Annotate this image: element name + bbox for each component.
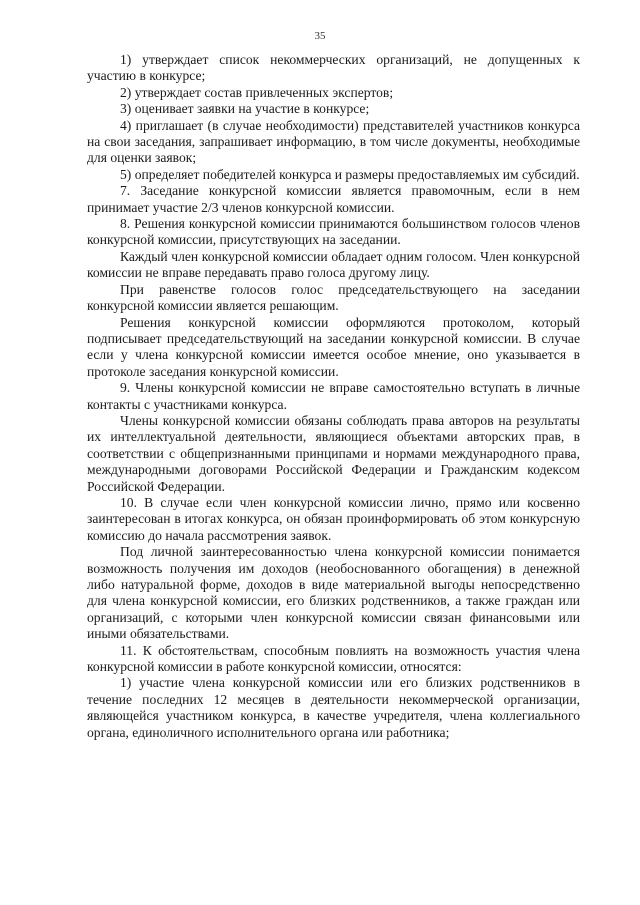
paragraph-circumstance-1: 1) участие члена конкурсной комиссии или его близких родственников в течение последних 12 месяцев в деятельности некоммерческой организации, являющейся участником конкурса, в качестве учредителя, члена коллегиального органа, единоличного исполнительного органа или работника; <box>87 675 580 740</box>
paragraph-determine-winners: 5) определяет победителей конкурса и размеры предоставляемых им субсидий. <box>120 166 580 182</box>
paragraph-quorum: 7. Заседание конкурсной комиссии является правомочным, если в нем принимает участие 2/3 членов конкурсной комиссии. <box>87 183 580 215</box>
paragraph-approve-excluded-list: 1) утверждает список некоммерческих организаций, не допущенных к участию в конкурсе; <box>87 52 580 84</box>
page-number: 35 <box>314 30 326 42</box>
paragraph-no-contacts: 9. Члены конкурсной комиссии не вправе самостоятельно вступать в личные контакты с участниками конкурса. <box>87 380 580 412</box>
document-body <box>87 52 580 741</box>
paragraph-circumstances-intro: 11. К обстоятельствам, способным повлиять на возможность участия члена конкурсной комиссии в работе конкурсной комиссии, относятся: <box>87 642 580 675</box>
paragraph-approve-experts: 2) утверждает состав привлеченных экспертов; <box>120 84 394 100</box>
paragraph-invite-representatives: 4) приглашает (в случае необходимости) представителей участников конкурса на свои заседания, запрашивает информацию, в том числе документы, необходимые для оценки заявок; <box>87 117 580 166</box>
paragraph-personal-interest-definition: Под личной заинтересованностью члена конкурсной комиссии понимается возможность получения им доходов (необоснованного обогащения) в денежной либо натуральной форме, доходов в виде материальной выгоды непосредственно для члена конкурсной комиссии, его близких родственников, а также граждан или организаций, с которыми член конкурсной комиссии связан финансовыми или иными обязательствами. <box>87 544 580 642</box>
paragraph-protocol: Решения конкурсной комиссии оформляются протоколом, который подписывает председательствующий на заседании конкурсной комиссии. В случае если у члена конкурсной комиссии имеется особое мнение, оно указывается в протоколе заседания конкурсной комиссии. <box>87 314 580 379</box>
paragraph-author-rights: Члены конкурсной комиссии обязаны соблюдать права авторов на результаты их интеллектуальной деятельности, являющиеся объектами авторских прав, в соответствии с общепризнанными принципами и нормами международного права, международными договорами Российской Федерации и Гражданским кодексом Российской Федерации. <box>87 412 580 494</box>
paragraph-conflict-of-interest: 10. В случае если член конкурсной комиссии лично, прямо или косвенно заинтересован в итогах конкурса, он обязан проинформировать об этом конкурсную комиссию до начала рассмотрения заявок. <box>87 494 580 543</box>
paragraph-tie-vote: При равенстве голосов голос председательствующего на заседании конкурсной комиссии является решающим. <box>87 281 580 314</box>
paragraph-majority-decisions: 8. Решения конкурсной комиссии принимаются большинством голосов членов конкурсной комиссии, присутствующих на заседании. <box>87 216 580 248</box>
paragraph-one-vote: Каждый член конкурсной комиссии обладает одним голосом. Член конкурсной комиссии не вправе передавать право голоса другому лицу. <box>87 248 580 281</box>
paragraph-evaluate-applications: 3) оценивает заявки на участие в конкурсе; <box>120 101 370 117</box>
